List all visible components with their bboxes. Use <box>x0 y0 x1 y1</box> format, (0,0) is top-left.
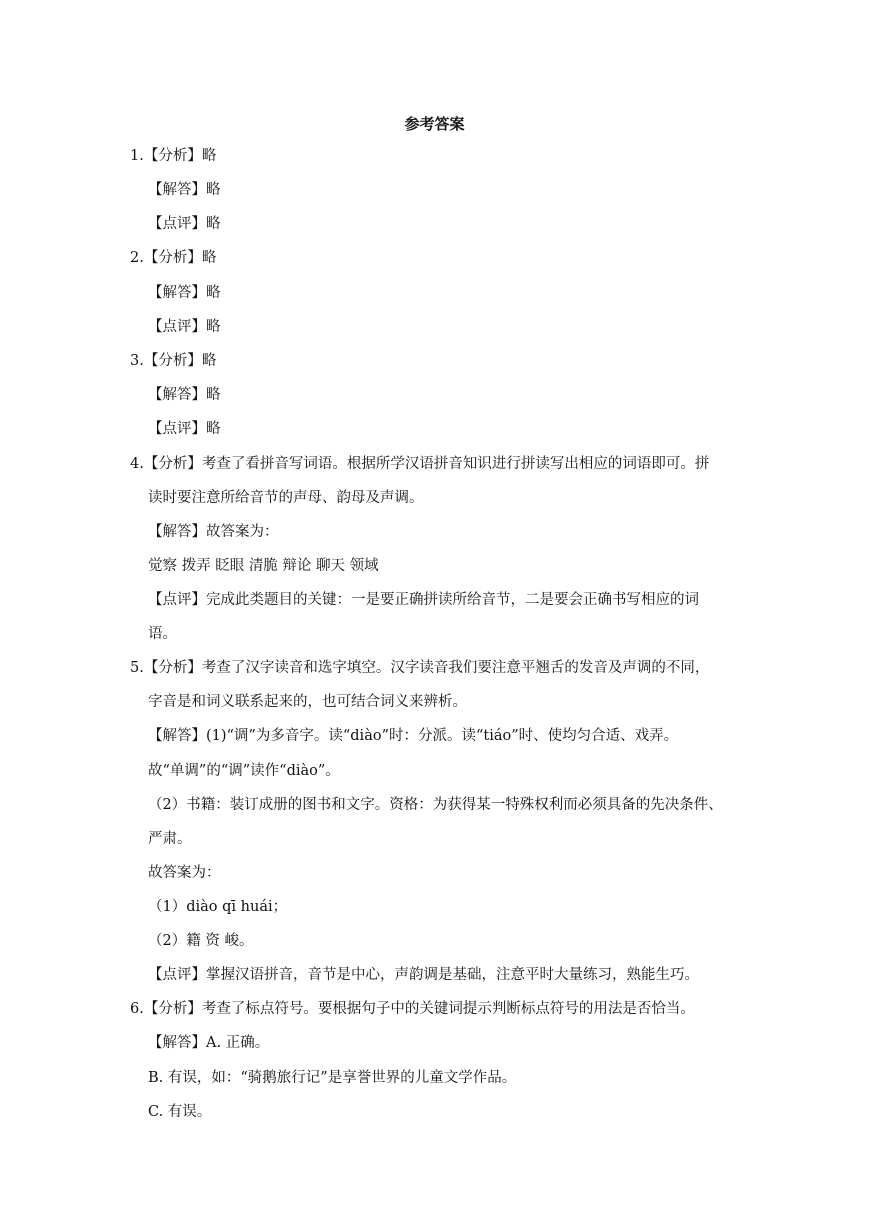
answer-line: 【解答】略 <box>148 387 221 403</box>
answer-line: 故答案为： <box>148 865 221 881</box>
answer-line: 【点评】略 <box>148 216 221 232</box>
answer-line: 故“单调”的“调”读作“diào”。 <box>148 763 340 779</box>
answer-line: 【解答】A. 正确。 <box>148 1035 270 1051</box>
answer-line: C. 有误。 <box>148 1104 212 1120</box>
answer-line: 【解答】略 <box>148 285 221 301</box>
answer-line: 字音是和词义联系起来的，也可结合词义来辨析。 <box>148 694 467 710</box>
answer-line: 【解答】略 <box>148 182 221 198</box>
answer-line: （2）书籍：装订成册的图书和文字。资格：为获得某一特殊权利而必须具备的先决条件、 <box>148 797 723 813</box>
answer-line: 【解答】故答案为： <box>148 524 279 540</box>
answer-line: 读时要注意所给音节的声母、韵母及声调。 <box>148 490 424 506</box>
answer-line: 2.【分析】略 <box>130 250 217 266</box>
answer-line: 严肃。 <box>148 831 192 847</box>
answer-line: （1）diào qī huái； <box>148 899 288 915</box>
answer-line: B. 有误，如：“骑鹅旅行记”是享誉世界的儿童文学作品。 <box>148 1070 517 1086</box>
answer-line: 6.【分析】考查了标点符号。要根据句子中的关键词提示判断标点符号的用法是否恰当。 <box>130 1001 695 1017</box>
answer-line: 觉察 拨弄 眨眼 清脆 辩论 聊天 领域 <box>148 558 379 574</box>
answer-line: 4.【分析】考查了看拼音写词语。根据所学汉语拼音知识进行拼读写出相应的词语即可。拼 <box>130 456 710 472</box>
answer-line: 【点评】完成此类题目的关键：一是要正确拼读所给音节，二是要会正确书写相应的词 <box>148 592 699 608</box>
answer-line: 【解答】(1)“调”为多音字。读“diào”时：分派。读“tiáo”时、使均匀合适、戏弄。 <box>148 728 679 744</box>
answer-line: （2）籍 资 峻。 <box>148 933 254 949</box>
answer-line: 【点评】掌握汉语拼音，音节是中心，声韵调是基础，注意平时大量练习，熟能生巧。 <box>148 967 699 983</box>
answer-line: 3.【分析】略 <box>130 353 217 369</box>
answer-line: 【点评】略 <box>148 319 221 335</box>
answer-line: 【点评】略 <box>148 421 221 437</box>
answer-line: 1.【分析】略 <box>130 148 217 164</box>
answer-line: 语。 <box>148 626 177 642</box>
answer-line: 5.【分析】考查了汉字读音和选字填空。汉字读音我们要注意平翘舌的发音及声调的不同， <box>130 660 710 676</box>
page-title: 参考答案 <box>404 115 465 133</box>
